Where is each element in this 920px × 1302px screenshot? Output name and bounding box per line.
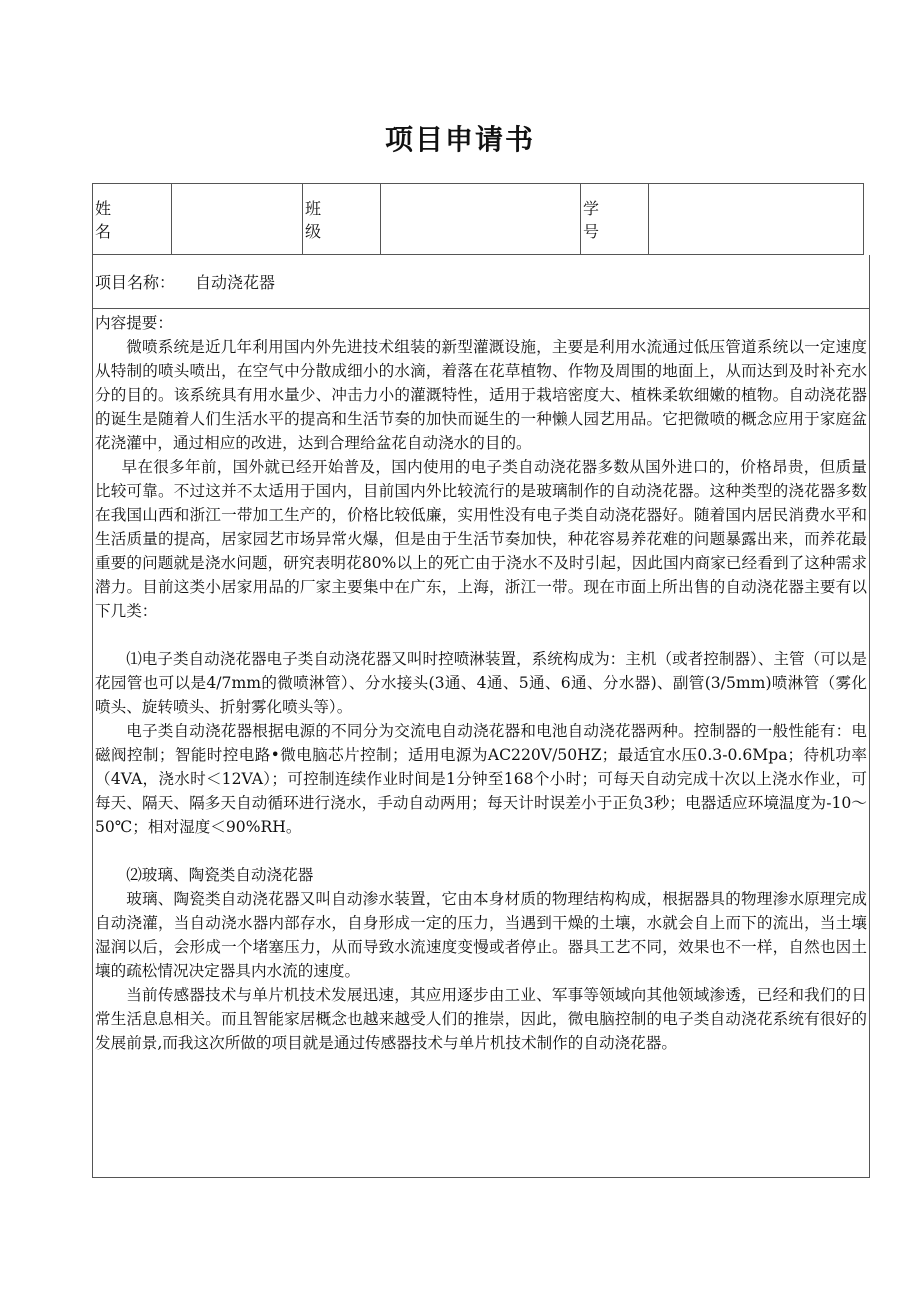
student-info-row bbox=[92, 183, 864, 255]
student-id-label: 学 号 bbox=[581, 184, 649, 254]
summary-paragraph-1: 微喷系统是近几年利用国内外先进技术组装的新型灌溉设施，主要是利用水流通过低压管道系统以一定速度从特制的喷头喷出，在空气中分散成细小的水滴，着落在花草植物、作物及周围的地面上，从而达到及时补充水分的目的。该系统具有用水量少、冲击力小的灌溉特性，适用于栽培密度大、植株柔软细嫩的植物。自动浇花器的诞生是随着人们生活水平的提高和生活节奏的加快而诞生的一种懒人园艺用品。它把微喷的概念应用于家庭盆花浇灌中，通过相应的改进，达到合理给盆花自动浇水的目的。 bbox=[95, 338, 867, 452]
project-name-row bbox=[92, 255, 870, 309]
summary-paragraph-6: 玻璃、陶瓷类自动浇花器又叫自动渗水装置，它由本身材质的物理结构构成，根据器具的物理渗水原理完成自动浇灌，当自动浇水器内部存水，自身形成一定的压力，当遇到干燥的土壤，水就会自上而下的流出，当土壤湿润以后，会形成一个堵塞压力，从而导致水流速度变慢或者停止。器具工艺不同，效果也不一样，自然也因土壤的疏松情况决定器具内水流的速度。 bbox=[95, 890, 867, 980]
summary-paragraph-3: ⑴电子类自动浇花器电子类自动浇花器又叫时控喷淋装置，系统构成为：主机（或者控制器）、主管（可以是花园管也可以是4/7mm的微喷淋管）、分水接头(3通、4通、5通、6通、分水器)、副管(3/5mm)喷淋管（雾化喷头、旋转喷头、折射雾化喷头等）。 bbox=[95, 650, 867, 716]
name-value[interactable] bbox=[172, 184, 303, 254]
student-id-value[interactable] bbox=[649, 184, 863, 254]
class-label: 班 级 bbox=[303, 184, 381, 254]
summary-label: 内容提要： bbox=[95, 314, 173, 332]
summary-paragraph-5: ⑵玻璃、陶瓷类自动浇花器 bbox=[126, 866, 314, 884]
application-form bbox=[92, 183, 870, 1178]
class-value[interactable] bbox=[381, 184, 581, 254]
name-label: 姓 名 bbox=[93, 184, 172, 254]
summary-section bbox=[92, 309, 870, 1178]
summary-paragraph-4: 电子类自动浇花器根据电源的不同分为交流电自动浇花器和电池自动浇花器两种。控制器的一般性能有：电磁阀控制；智能时控电路•微电脑芯片控制；适用电源为AC220V/50HZ；最适宜水压0.3-0.6Mpa；待机功率（4VA，浇水时＜12VA）；可控制连续作业时间是1分钟至168个小时；可每天自动完成十次以上浇水作业，可每天、隔天、隔多天自动循环进行浇水，手动自动两用；每天计时误差小于正负3秒；电器适应环境温度为-10～50℃；相对湿度＜90%RH。 bbox=[95, 722, 867, 836]
document-title: 项目申请书 bbox=[384, 123, 535, 156]
summary-paragraph-7: 当前传感器技术与单片机技术发展迅速，其应用逐步由工业、军事等领域向其他领域渗透，已经和我们的日常生活息息相关。而且智能家居概念也越来越受人们的推崇，因此，微电脑控制的电子类自动浇花系统有很好的发展前景,而我这次所做的项目就是通过传感器技术与单片机技术制作的自动浇花器。 bbox=[95, 986, 867, 1052]
summary-paragraph-2: 早在很多年前，国外就已经开始普及，国内使用的电子类自动浇花器多数从国外进口的，价格昂贵，但质量比较可靠。不过这并不太适用于国内，目前国内外比较流行的是玻璃制作的自动浇花器。这种类型的浇花器多数在我国山西和浙江一带加工生产的，价格比较低廉，实用性没有电子类自动浇花器好。随着国内居民消费水平和生活质量的提高，居家园艺市场异常火爆，但是由于生活节奏加快，种花容易养花难的问题暴露出来，而养花最重要的问题就是浇水问题，研究表明花80%以上的死亡由于浇水不及时引起，因此国内商家已经看到了这种需求潜力。目前这类小居家用品的厂家主要集中在广东，上海，浙江一带。现在市面上所出售的自动浇花器主要有以下几类： bbox=[95, 458, 867, 620]
project-name-value: 自动浇花器 bbox=[195, 273, 276, 292]
project-name-label: 项目名称： bbox=[95, 273, 176, 292]
